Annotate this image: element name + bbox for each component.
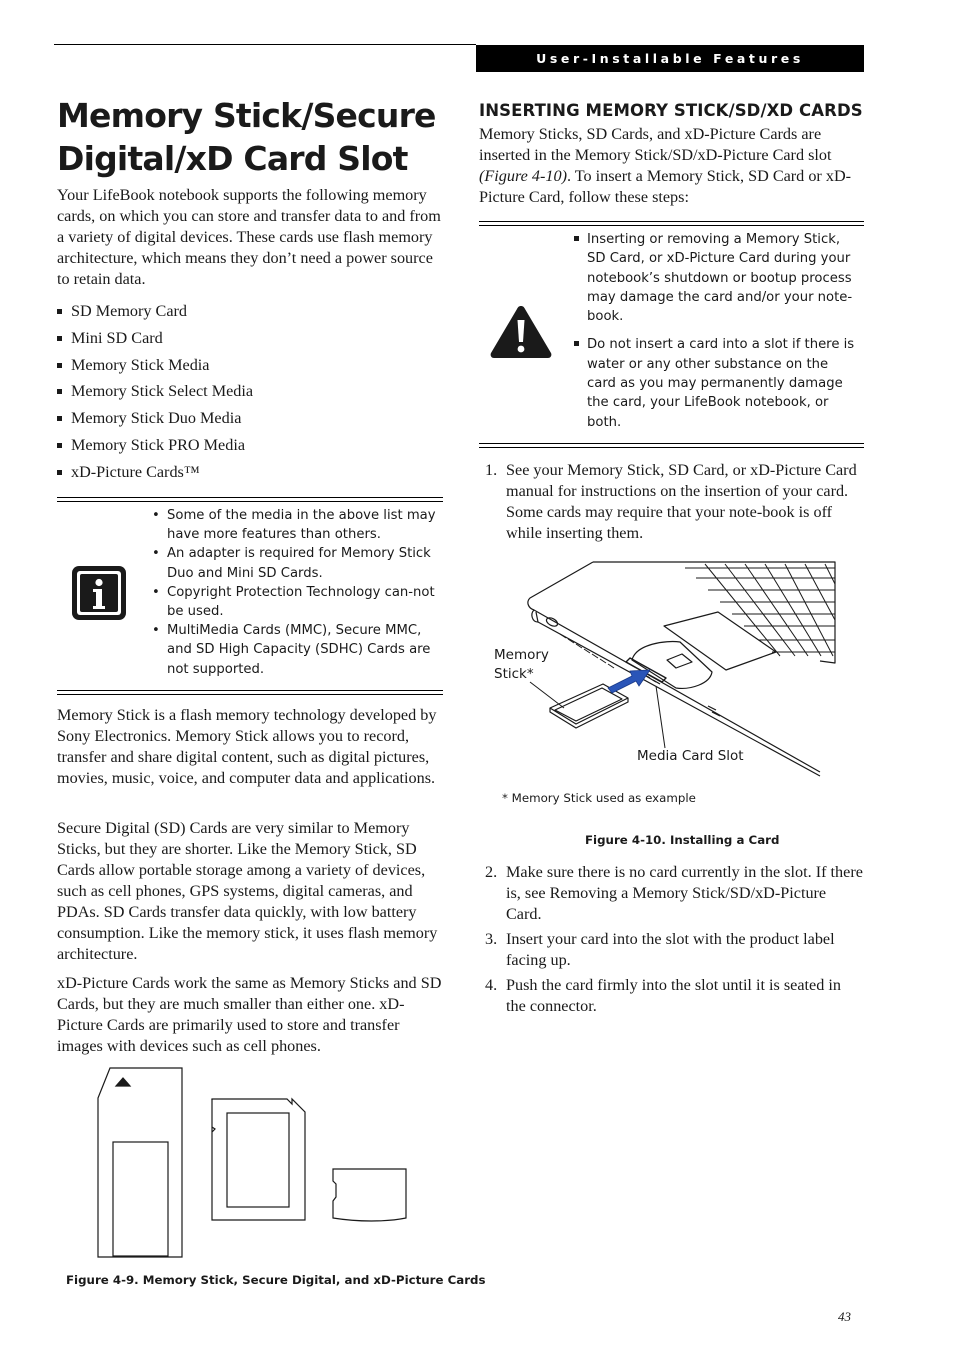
- section-intro-paragraph: Memory Sticks, SD Cards, and xD-Picture Cards are inserted in the Memory Stick/SD/xD-Picture Card slot (Figure 4-10). To insert a Memory Stick, SD Card or xD-Picture Card, follow these steps:: [479, 125, 852, 206]
- steps-list-continued: [479, 862, 864, 1021]
- page-title-line-1: Memory Stick/Secure: [57, 96, 436, 135]
- figure-reference: (Figure 4-10): [479, 167, 567, 185]
- square-bullet-icon: [574, 236, 579, 241]
- list-item: 1. See your Memory Stick, SD Card, or xD-Picture Card manual for instructions on the insertion of your card. Some cards may require that your note-book is off while inserting them.: [485, 461, 857, 542]
- list-item: 4. Push the card firmly into the slot until it is seated in the connector.: [485, 976, 841, 1015]
- xd-picture-paragraph: xD-Picture Cards work the same as Memory Sticks and SD Cards, but they are much smaller than either one. xD-Picture Cards are primarily used to store and transfer images with devices such as cell phones.: [57, 974, 442, 1055]
- info-box-top-rule: [57, 497, 443, 502]
- list-item: • Some of the media in the above list may have more features than others.: [150, 506, 440, 544]
- secure-digital-paragraph: Secure Digital (SD) Cards are very similar to Memory Sticks, but they are shorter. Like the Memory Stick, SD Cards allow portable storage among a variety of devices, such as cell phones, GPS systems, digital cameras, and PDAs. SD Cards transfer data quickly, with low battery consumption. Like the memory stick, it uses flash memory architecture.: [57, 819, 438, 963]
- list-item: Memory Stick Duo Media: [57, 408, 445, 435]
- square-bullet-icon: [57, 443, 62, 448]
- list-item: Mini SD Card: [57, 328, 445, 355]
- list-item: Memory Stick PRO Media: [57, 435, 445, 462]
- section-heading: INSERTING MEMORY STICK/SD/XD CARDS: [479, 101, 863, 120]
- figure-4-9-caption: Figure 4-9. Memory Stick, Secure Digital, and xD-Picture Cards: [66, 1273, 486, 1287]
- page-title: [57, 94, 457, 180]
- square-bullet-icon: [57, 336, 62, 341]
- steps-list: [479, 460, 864, 544]
- list-item: xD-Picture Cards™: [57, 462, 445, 489]
- header-rule: [54, 44, 476, 45]
- section-header-bar: User-Installable Features: [476, 45, 864, 72]
- list-item: Memory Stick Media: [57, 355, 445, 382]
- list-item: 3. Insert your card into the slot with the product label facing up.: [485, 930, 835, 969]
- square-bullet-icon: [57, 416, 62, 421]
- memory-stick-paragraph: Memory Stick is a flash memory technology developed by Sony Electronics. Memory Stick allows you to record, transfer and share digital content, such as digital pictures, movies, music, voice, and computer data and applications.: [57, 706, 437, 787]
- square-bullet-icon: [57, 389, 62, 394]
- list-item: • MultiMedia Cards (MMC), Secure MMC, and SD High Capacity (SDHC) Cards are not supported.: [150, 621, 440, 679]
- sd-card: [212, 1099, 305, 1220]
- memory-stick-label: Memory Stick*: [494, 647, 549, 682]
- insertion-arrow-icon: [608, 670, 650, 693]
- info-note-list: [150, 506, 440, 679]
- list-item: Inserting or removing a Memory Stick, SD Card, or xD-Picture Card during your notebook’s shutdown or bootup process may damage the card and/or your note-book.: [572, 230, 857, 326]
- info-icon: [71, 565, 127, 626]
- square-bullet-icon: [57, 363, 62, 368]
- figure-4-10-footnote: * Memory Stick used as example: [502, 791, 696, 805]
- list-item: • Copyright Protection Technology can-not be used.: [150, 583, 440, 621]
- page-title-line-2: Digital/xD Card Slot: [57, 139, 408, 178]
- list-item: SD Memory Card: [57, 301, 445, 328]
- xd-picture-card: [333, 1169, 406, 1221]
- list-item: Do not insert a card into a slot if there is water or any other substance on the card as you may permanently damage the card, your LifeBook notebook, or both.: [572, 335, 857, 431]
- square-bullet-icon: [574, 341, 579, 346]
- figure-4-9-illustration: [96, 1066, 416, 1267]
- supported-cards-list: [57, 301, 445, 489]
- list-item: • An adapter is required for Memory Stick Duo and Mini SD Cards.: [150, 544, 440, 582]
- page-number: 43: [838, 1309, 851, 1324]
- warning-icon: [489, 304, 553, 365]
- square-bullet-icon: [57, 470, 62, 475]
- caution-note-list: [572, 230, 857, 441]
- caution-box-bottom-rule: [479, 443, 864, 448]
- caution-box-top-rule: [479, 221, 864, 226]
- square-bullet-icon: [57, 309, 62, 314]
- intro-paragraph: Your LifeBook notebook supports the following memory cards, on which you can store and transfer data to and from a variety of digital devices. These cards use flash memory architecture, which means they don’t need a power source to retain data.: [57, 186, 441, 288]
- list-item: 2. Make sure there is no card currently in the slot. If there is, see Removing a Memory Stick/SD/xD-Picture Card.: [485, 863, 863, 923]
- list-item: Memory Stick Select Media: [57, 381, 445, 408]
- info-box-bottom-rule: [57, 690, 443, 695]
- memory-stick-card: [98, 1068, 182, 1257]
- figure-4-10-caption: Figure 4-10. Installing a Card: [585, 833, 780, 847]
- media-card-slot-label: Media Card Slot: [637, 748, 744, 764]
